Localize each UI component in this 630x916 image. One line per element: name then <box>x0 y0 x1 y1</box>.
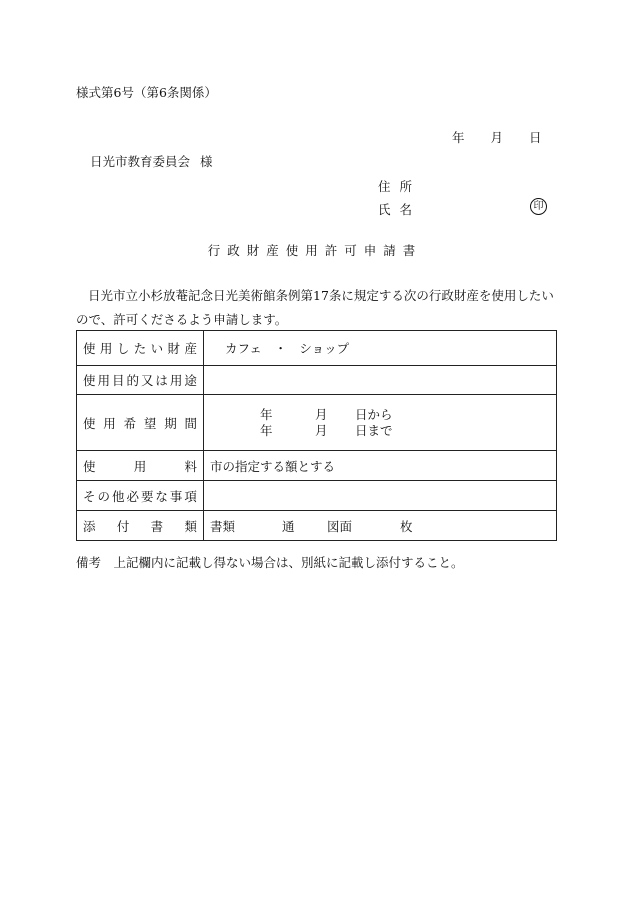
period-from: 年 月 日から <box>260 406 393 422</box>
table-row <box>77 481 557 511</box>
period-to: 年 月 日まで <box>260 422 393 438</box>
row-label-other: そ の 他 必 要 な 事 項 <box>83 488 197 504</box>
note: 備考 上記欄内に記載し得ない場合は、別紙に記載し添付すること。 <box>76 555 464 570</box>
table-row <box>77 511 557 541</box>
date-day: 日 <box>529 130 542 145</box>
date-year: 年 <box>452 130 465 145</box>
seal-icon: 印 <box>530 198 547 215</box>
row-label-attachments: 添 付 書 類 <box>83 518 197 534</box>
form-number: 様式第6号（第6条関係） <box>76 85 217 100</box>
value-other <box>204 481 557 511</box>
value-period <box>204 395 557 451</box>
value-attachments: 書類 通 図面 枚 <box>204 511 557 541</box>
application-table <box>76 330 557 541</box>
addressee-suffix: 様 <box>200 154 213 169</box>
name-label: 氏名 <box>378 202 422 217</box>
row-label-fee: 使 用 料 <box>83 458 197 474</box>
body-text: 日光市立小杉放菴記念日光美術館条例第17条に規定する次の行政財産を使用したいので、許可くださるよう申請します。 <box>76 288 554 327</box>
date-line <box>452 128 542 146</box>
row-label-period: 使 用 希 望 期 間 <box>83 415 197 431</box>
addressee-name: 日光市教育委員会 <box>90 154 191 169</box>
table-row <box>77 395 557 451</box>
row-label-purpose: 使 用 目 的 又 は 用 途 <box>83 373 197 388</box>
date-month: 月 <box>490 130 504 145</box>
table-row <box>77 331 557 366</box>
value-property: カフェ ・ ショップ <box>204 331 557 366</box>
table-row <box>77 451 557 481</box>
value-purpose <box>204 366 557 395</box>
address-label: 住所 <box>378 179 422 194</box>
document-title: 行政財産使用許可申請書 <box>207 243 423 258</box>
table-row <box>77 366 557 395</box>
addressee <box>90 152 213 170</box>
value-fee: 市の指定する額とする <box>204 451 557 481</box>
row-label-property: 使 用 し た い 財 産 <box>83 341 197 356</box>
